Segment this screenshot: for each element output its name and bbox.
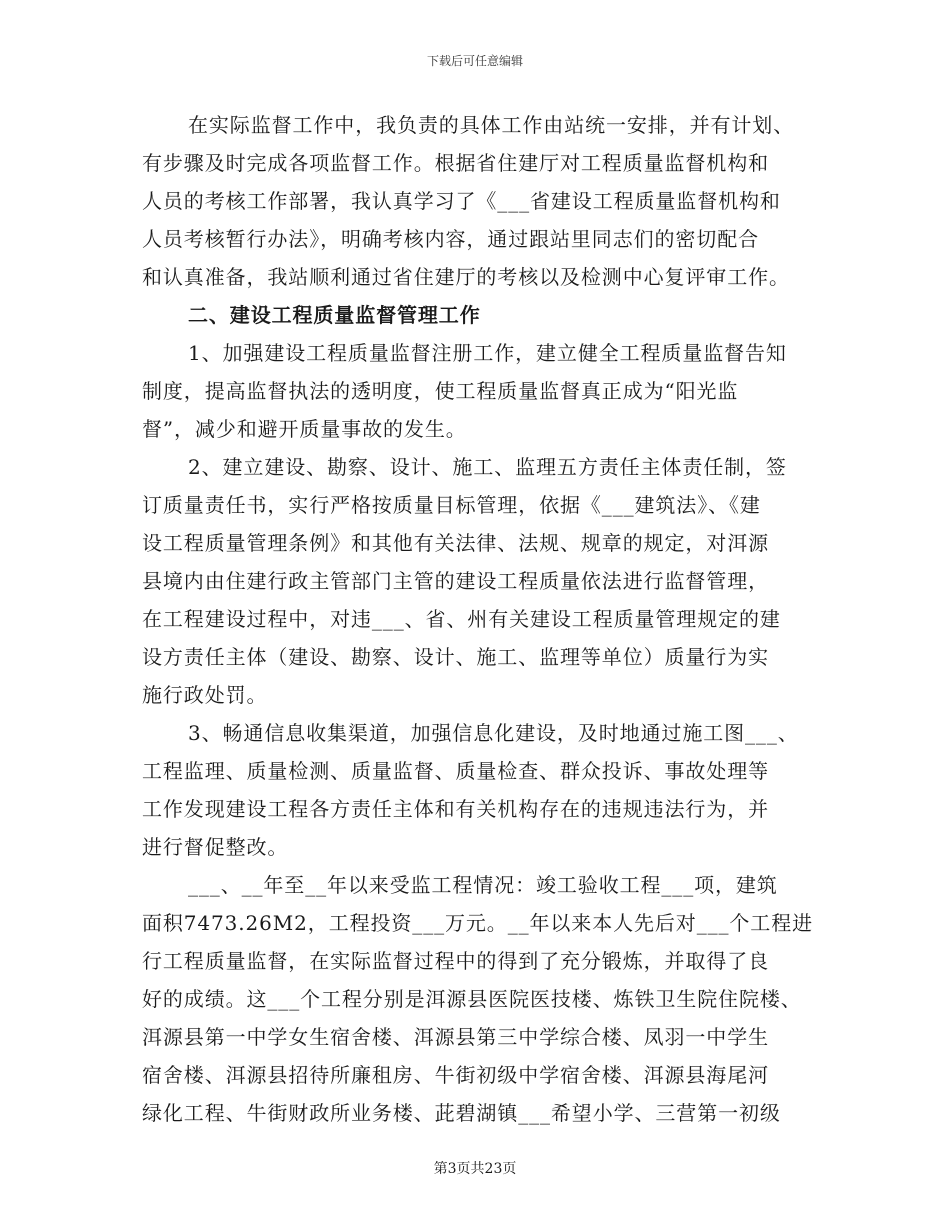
text-line: 有步骤及时完成各项监督工作。根据省住建厅对工程质量监督机构和 (142, 151, 769, 175)
page-footer: 第3页共23页 (433, 1161, 517, 1177)
text-line: 设工程质量管理条例》和其他有关法律、法规、规章的规定，对洱源 (142, 531, 769, 555)
page-header: 下载后可任意编辑 (426, 54, 523, 68)
document-body (142, 112, 814, 1138)
text-line: 在工程建设过程中，对违___、省、州有关建设工程质量管理规定的建 (142, 607, 781, 631)
text-line: 好的成绩。这___个工程分别是洱源县医院医技楼、炼铁卫生院住院楼、 (142, 987, 802, 1011)
text-line: 洱源县第一中学女生宿舍楼、洱源县第三中学综合楼、凤羽一中学生 (142, 1025, 769, 1049)
text-line: 县境内由住建行政主管部门主管的建设工程质量依法进行监督管理， (142, 569, 769, 593)
text-line: 制度，提高监督执法的透明度，使工程质量监督真正成为“阳光监 (142, 379, 739, 403)
text-line: 绿化工程、牛街财政所业务楼、茈碧湖镇___希望小学、三营第一初级 (142, 1101, 781, 1125)
text-line: 督”，减少和避开质量事故的发生。 (142, 417, 467, 441)
text-line: 订质量责任书，实行严格按质量目标管理，依据《___建筑法》、《建 (142, 493, 761, 517)
text-line: 1、加强建设工程质量监督注册工作，建立健全工程质量监督告知 (188, 341, 787, 365)
section-heading: 二、建设工程质量监督管理工作 (188, 303, 481, 327)
text-line: 和认真准备，我站顺利通过省住建厅的考核以及检测中心复评审工作。 (142, 265, 790, 289)
text-line: ___、__年至__年以来受监工程情况：竣工验收工程___项，建筑 (188, 873, 778, 897)
text-line: 行工程质量监督，在实际监督过程中的得到了充分锻炼，并取得了良 (142, 949, 769, 973)
text-line: 2、建立建设、勘察、设计、施工、监理五方责任主体责任制，签 (188, 455, 787, 479)
text-line: 设方责任主体（建设、勘察、设计、施工、监理等单位）质量行为实 (142, 645, 769, 669)
text-line: 工作发现建设工程各方责任主体和有关机构存在的违规违法行为，并 (142, 797, 769, 821)
text-line: 人员考核暂行办法》，明确考核内容，通过跟站里同志们的密切配合 (142, 227, 759, 251)
text-line: 施行政处罚。 (142, 683, 268, 707)
text-line: 在实际监督工作中，我负责的具体工作由站统一安排，并有计划、 (188, 113, 795, 137)
text-line: 面积7473.26M2，工程投资___万元。__年以来本人先后对___个工程进 (142, 911, 814, 935)
text-line: 进行督促整改。 (142, 835, 289, 859)
text-line: 工程监理、质量检测、质量监督、质量检查、群众投诉、事故处理等 (142, 759, 769, 783)
text-line: 人员的考核工作部署，我认真学习了《___省建设工程质量监督机构和 (142, 189, 781, 213)
text-line: 宿舍楼、洱源县招待所廉租房、牛街初级中学宿舍楼、洱源县海尾河 (142, 1063, 769, 1087)
text-line: 3、畅通信息收集渠道，加强信息化建设，及时地通过施工图___、 (188, 721, 799, 745)
